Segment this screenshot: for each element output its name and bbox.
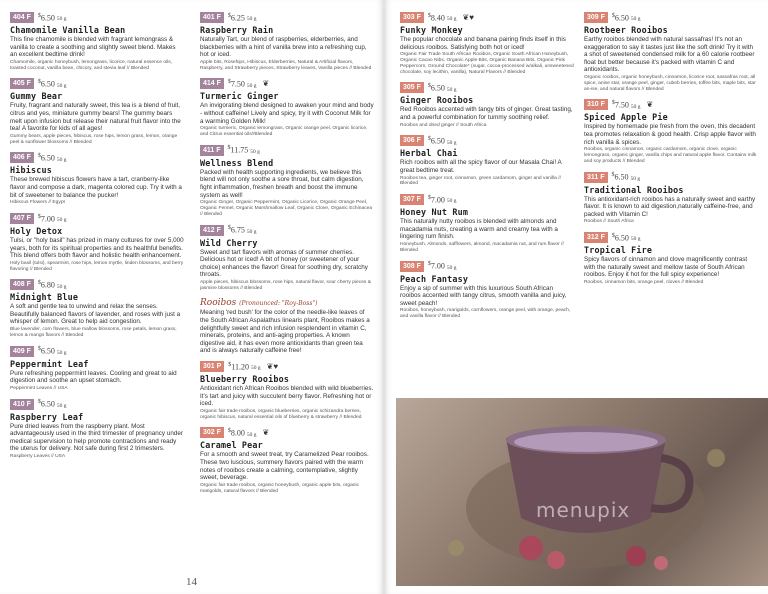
price-row [200, 225, 374, 236]
price-row [10, 213, 184, 224]
item-name: Caramel Pear [200, 440, 263, 451]
item-description: Fruity, fragrant and naturally sweet, this tea is a blend of fruit, citrus and yes, miniature gummy bears! The gummy bears melt upon infusion but release their natural fruit flavor into the tea! A favorite for kids of all ages! [10, 102, 181, 133]
item-code-badge: 401 F [200, 12, 224, 23]
item-code-badge: 309 F [584, 12, 608, 23]
item-ingredients: Organic Fair Trade South African Rooibos, Organic South African Honeybush, Organic Cacao Nibs, Organic Apple Bits, Organic Banana Bits, Organic Pink Peppercorn, Ground Chocolate* (sugar, cocoa-processed w/alkali, unsweetened chocolate, soy lecithin, vanilla), Natural Flavors // Blended [400, 52, 574, 75]
item-ingredients: Rooibos tea, ginger root, cinnamon, green cardamom, ginger and vanilla // Blended [400, 175, 561, 187]
item-description: Spicy flavors of cinnamon and clove magnificently contrast with the naturally sweet and mellow taste of South African rooibos. Enjoy it hot for the full spicy experience! [584, 256, 748, 279]
item-ingredients: Holy basil (tulsi), spearmint, rose hips, lemon myrtle, linden blossoms, and berry flavoring // Blended [10, 260, 184, 272]
price-unit: 50 g [246, 82, 257, 89]
price-row [200, 12, 374, 23]
item-ingredients: Honeybush, Almonds, safflowers, almond, macadamia nut, and rum flavor // Blended [400, 241, 564, 253]
tea-item [200, 145, 374, 218]
item-price: $6.80 50 g [37, 279, 67, 290]
item-code-badge: 312 F [584, 232, 608, 243]
tea-item [584, 12, 758, 92]
price-unit: 50 g [446, 16, 457, 23]
item-price: $6.50 50 g [611, 172, 641, 182]
price-value: 8.40 [430, 13, 445, 23]
item-code-badge: 310 F [584, 99, 608, 110]
price-row [400, 82, 574, 93]
price-value: 11.20 [231, 362, 249, 372]
price-unit: 50 g [630, 16, 641, 23]
item-code-badge: 305 F [400, 82, 424, 93]
price-unit: 50 g [630, 103, 641, 110]
price-unit: 50 g [446, 139, 457, 146]
item-description: Sweet and tart flavors with aromas of summer cherries. Delicious hot or iced! A bit of honey (or sweetener of your choice) enhances the flavor! Great for soothing dry, scratchy throats. [200, 248, 368, 279]
item-code-badge: 303 F [400, 12, 424, 23]
item-name: Turmeric Ginger [200, 91, 279, 102]
price-row [584, 99, 758, 110]
item-ingredients: Peppermint Leaves // USA [10, 385, 68, 391]
item-description: Inspired by homemade pie fresh from the oven, this decadent tea promotes relaxation & good health. Crisp apple flavor with rich vanilla & spices. [584, 123, 756, 146]
price-value: 6.50 [614, 172, 629, 182]
item-price: $6.50 50 g [37, 346, 67, 356]
organic-icon: ❦ [646, 100, 654, 110]
price-unit: 50 g [56, 16, 67, 23]
item-price: $7.00 50 g [37, 213, 67, 224]
tea-item [584, 172, 758, 226]
rooibos-description: Meaning 'red bush' for the color of the needle-like leaves of the South African Aspalathus linearis plant, Rooibos makes a delightfully sweet and rich infusion resplendent in vitamin C, minerals, proteins, and anti-aging properties. A known digestive aid, it has even more antioxidants than green tea and is always naturally caffeine free! [200, 309, 370, 355]
organic-icon: ❦ [262, 428, 270, 438]
price-unit: 50 g [630, 236, 641, 243]
rooibos-title [200, 298, 374, 308]
price-unit: 50 g [446, 198, 457, 205]
price-unit: 50 g [56, 402, 67, 409]
price-unit: 50 g [56, 283, 67, 290]
item-name: Wild Cherry [200, 237, 258, 248]
item-description: Packed with health supporting ingredients, we believe this blend will not only soothe a sore throat, but calm digestion, fight inflammation, freshen breath and boost the immune system as well! [200, 168, 364, 199]
price-unit: 50 g [56, 350, 67, 356]
item-description: Naturally Tart, our blend of raspberries, elderberries, and blackberries with a hint of vanilla brew into a refreshing cup, hot or iced. [200, 36, 367, 59]
item-name: Tropical Fire [584, 245, 653, 256]
item-code-badge: 411 F [200, 145, 224, 156]
item-description: Rich rooibos with all the spicy flavor of our Masala Chai! A great bedtime treat. [400, 159, 562, 174]
page-number-left: 14 [186, 576, 197, 588]
tea-item [10, 12, 184, 71]
price-unit: 50 g [446, 86, 457, 93]
price-value: 11.75 [230, 146, 249, 156]
price-unit: 50 g [56, 82, 67, 89]
organic-icon: ❦ [262, 79, 270, 89]
price-row [10, 346, 184, 357]
item-name: Honey Nut Rum [400, 207, 469, 218]
item-ingredients: Rooibos, honeybush, marigolds, cornflowers, orange peel, with orange, peach, and vanilla flavor // Blended [400, 308, 571, 320]
item-price: $11.20 50 g [228, 361, 261, 372]
tea-item [400, 135, 574, 187]
item-ingredients: Rooibos, cinnamon bits, orange peel, cloves // Blended [584, 279, 704, 285]
item-description: This antioxidant-rich rooibos has a naturally sweet and earthy flavor. It is known to aid digestion,naturally caffeine-free, and packed with Vitamin C! [584, 195, 756, 218]
item-description: The popular chocolate and banana pairing finds itself in this delicious rooibos. Satisfying both hot or iced! [400, 36, 566, 51]
item-price: $7.00 50 g [427, 261, 457, 271]
price-value: 6.50 [40, 13, 55, 23]
item-description: Pure refreshing peppermint leaves. Cooling and great to aid digestion and soothe an upset stomach. [10, 369, 177, 385]
rooibos-items-left [200, 361, 374, 494]
organic-icon: ❦♥ [462, 13, 474, 22]
item-ingredients: Gummy bears, apple pieces, hibiscus, rose hips, lemon grass, lemon, orange peel & sunflower blossoms // Blended [10, 133, 178, 145]
price-row [200, 361, 374, 372]
item-name: Blueberry Rooibos [200, 374, 290, 385]
item-price: $8.00 50 g [227, 428, 257, 438]
item-code-badge: 407 F [10, 213, 34, 224]
price-row [200, 145, 374, 156]
menu-column-1 [10, 12, 184, 467]
item-price: $6.50 50 g [611, 232, 641, 243]
price-unit: 50 g [250, 149, 260, 156]
item-code-badge: 308 F [400, 261, 424, 272]
menu-column-4 [584, 12, 758, 293]
item-price: $6.50 50 g [37, 12, 67, 23]
item-price: $6.25 50 g [227, 12, 257, 23]
price-unit: 50 g [251, 365, 261, 372]
tea-item [10, 279, 184, 338]
tea-item [10, 346, 184, 392]
item-name: Chamomile Vanilla Bean [10, 25, 126, 35]
item-name: Holy Detox [10, 225, 63, 236]
item-ingredients: Hibiscus Flowers // Egypt [10, 200, 65, 206]
tea-item [400, 12, 574, 75]
price-row [10, 279, 184, 290]
item-code-badge: 408 F [10, 279, 34, 290]
price-value: 7.50 [614, 100, 629, 110]
rooibos-pronunciation: (Pronounced: "Roy-Boss") [239, 300, 318, 308]
item-price: $6.50 50 g [37, 79, 67, 89]
price-row [584, 232, 758, 243]
price-row [200, 78, 374, 89]
price-unit: 50 g [630, 175, 641, 182]
item-description: Pure dried leaves from the raspberry plant. Most advantageously used in the third trimester of pregnancy under medical supervision to help promote contractions and ready the uterus for delivery. Not safe during first 2 trimesters. [10, 422, 183, 453]
price-row [10, 12, 184, 23]
item-name: Herbal Chai [400, 148, 458, 159]
menu-column-3 [400, 12, 574, 327]
price-row [400, 194, 574, 205]
item-name: Rootbeer Rooibos [584, 25, 668, 35]
tea-item [200, 12, 374, 71]
item-description: Tulsi, or "holy basil" has prized in many cultures for over 5,000 years, both for its spiritual properties and its healthful benefits. This blend offers both flavor and holistic health enhancement. [10, 236, 184, 260]
price-row [10, 399, 184, 410]
item-price: $6.50 50 g [427, 83, 457, 93]
item-description: Red Rooibos accented with tangy bits of ginger. Great tasting, and a powerful combination for tummy soothing relief. [400, 106, 573, 121]
item-code-badge: 410 F [10, 399, 34, 410]
price-unit: 50 g [56, 156, 67, 163]
item-ingredients: Organic fair trade rooibos, organic honeybush, organic apple bits, organic marigolds, natural flavors // Blended [200, 482, 360, 494]
item-description: For a smooth and sweet treat, try Caramelized Pear rooibos. These two luscious, summery flavors paired with the warm notes of rooibos create a calming, contemplative, slightly sweet, beverage. [200, 451, 369, 482]
item-code-badge: 311 F [584, 172, 608, 183]
tea-item [200, 78, 374, 137]
price-row [10, 78, 184, 89]
rooibos-title-text: Rooibos [200, 298, 237, 309]
rooibos-section-header [200, 298, 374, 355]
price-value: 6.75 [230, 225, 245, 235]
item-price: $8.40 50 g [427, 12, 457, 23]
price-value: 7.00 [40, 214, 55, 224]
item-description: This naturally nutty rooibos is blended with almonds and macadamia nuts, creating a warm and creamy tea with a lingering rum finish. [400, 218, 558, 241]
item-description: These brewed hibiscus flowers have a tart, cranberry-like flavor and compose a dark, magenta colored cup. Try it with a bit of sweetener to balance the pucker! [10, 176, 182, 199]
tea-item [200, 225, 374, 292]
price-value: 6.25 [230, 13, 245, 23]
item-code-badge: 406 F [10, 152, 34, 163]
tea-item [400, 82, 574, 128]
item-ingredients: Apple bits, Rosehips, Hibiscus, Elderberries, Natural & Artificial flavors, Raspberry, and Strawberry pieces, Strawberry leaves, Vanilla pieces // Blended [200, 59, 372, 71]
item-ingredients: Apple pieces, hibiscus blossoms, rose hips, natural flavor, sour cherry pieces & jasmine blossoms // Blended [200, 279, 371, 291]
item-description: This fine chamomile is blended with fragrant lemongrass & vanilla to create a soothing and slightly sweet blend. Makes an excellent bedtime drink! [10, 36, 176, 59]
item-price: $6.50 50 g [427, 136, 457, 146]
price-value: 6.50 [40, 79, 55, 89]
organic-icon: ❦♥ [266, 362, 279, 372]
item-code-badge: 404 F [10, 12, 34, 23]
tea-item [200, 361, 374, 420]
item-name: Peppermint Leaf [10, 358, 89, 369]
item-name: Traditional Rooibos [584, 184, 684, 195]
price-value: 6.50 [430, 83, 445, 93]
item-ingredients: Organic turmeric, Organic lemongrass, Organic orange peel, Organic licorice, and Citrus essential oils//Blended [200, 126, 368, 137]
tea-photo [396, 398, 768, 586]
item-description: Enjoy a sip of summer with this luxurious South African rooibos accented with tangy citrus, smooth vanilla and juicy, sweet peach! [400, 284, 567, 307]
price-row [400, 12, 574, 23]
price-value: 6.50 [40, 347, 55, 356]
item-description: An invigorating blend designed to awaken your mind and body - without caffeine! Lively and spicy, try it with Coconut Milk for a warming Golden Milk! [200, 102, 374, 125]
item-description: Antioxidant rich African Rooibos blended with wild blueberries. It's tart and juicy with succulent berry flavor. Refreshing hot or iced. [200, 385, 374, 408]
price-row [584, 12, 758, 23]
item-ingredients: Chamomile, organic honeybush, lemongrass, licorice, natural essence oils, toasted coconut, vanilla bean, chicory, and stevia leaf // Blended [10, 59, 173, 71]
item-code-badge: 302 F [200, 427, 224, 438]
item-price: $11.75 50 g [227, 145, 260, 156]
price-unit: 50 g [246, 16, 257, 23]
item-code-badge: 412 F [200, 225, 224, 236]
tea-item [10, 152, 184, 206]
item-code-badge: 414 F [200, 78, 224, 89]
price-row [584, 172, 758, 183]
item-name: Funky Monkey [400, 25, 463, 35]
item-ingredients: Raspberry Leaves // USA [10, 454, 66, 460]
item-price: $6.50 50 g [37, 153, 67, 163]
price-value: 6.50 [614, 233, 629, 243]
tea-cup-illustration [396, 398, 768, 586]
item-name: Wellness Blend [200, 157, 274, 168]
item-name: Raspberry Leaf [10, 411, 84, 422]
price-row [400, 261, 574, 272]
price-value: 7.00 [430, 261, 445, 271]
item-price: $7.50 50 g [611, 100, 641, 110]
item-code-badge: 306 F [400, 135, 424, 146]
price-value: 7.50 [230, 79, 245, 89]
item-description: Earthy rooibos blended with natural sassafras! It's not an exaggeration to say it tastes just like the soft drink! Try it with a shot of sweetened condensed milk for a 60 calorie rootbeer float but better because it's packed with vitamin C and antioxidants. [584, 36, 755, 74]
price-unit: 50 g [56, 217, 67, 224]
item-name: Gummy Bear [10, 91, 63, 102]
price-value: 6.50 [430, 136, 445, 146]
price-row [200, 427, 374, 438]
item-description: A soft and gentle tea to unwind and relax the senses. Beautifully balanced flavors of lavender, and roses with just a whisper of lemon. Great to help aid congestion. [10, 303, 181, 326]
item-name: Peach Fantasy [400, 273, 469, 284]
price-row [10, 152, 184, 163]
item-name: Midnight Blue [10, 292, 79, 303]
price-unit: 50 g [246, 431, 257, 438]
item-ingredients: Rooibos // South Africa [584, 219, 634, 225]
tea-item [584, 99, 758, 164]
price-value: 8.00 [230, 428, 245, 438]
item-name: Hibiscus [10, 165, 52, 176]
price-value: 7.00 [430, 195, 445, 205]
tea-item [400, 194, 574, 253]
tea-item [10, 399, 184, 460]
item-name: Raspberry Rain [200, 25, 274, 35]
item-ingredients: Rooibos, organic cinnamon, organic cardamom, organic clove, organic lemongrass, organic ginger, vanilla chips and natural apple flavor. Contains milk and soy products // Blended [584, 147, 757, 164]
price-value: 6.50 [40, 399, 55, 409]
price-row [400, 135, 574, 146]
price-value: 6.50 [40, 153, 55, 163]
item-ingredients: Blue lavender, corn flowers, blue mallow blossoms, rose petals, lemon grass, lemon & mango flavors // Blended [10, 327, 177, 338]
menu-column-2 [200, 12, 374, 501]
tea-item [10, 78, 184, 145]
item-ingredients: Organic Ginger, Organic Peppermint, Organic Licorice, Organic Orange Peel, Organic Fennel, Organic Marshmallow Leaf, Organic Clove, Organic Echinacea // Blended [200, 200, 373, 217]
item-price: $6.50 50 g [37, 399, 67, 409]
tea-item [200, 427, 374, 494]
price-unit: 50 g [246, 228, 257, 235]
tea-item [400, 261, 574, 320]
item-code-badge: 405 F [10, 78, 34, 89]
item-code-badge: 409 F [10, 346, 34, 357]
price-value: 6.80 [40, 280, 55, 290]
item-name: Ginger Rooibos [400, 95, 474, 106]
watermark: menupix [536, 498, 631, 522]
item-ingredients: Rooibos and dried ginger // South Africa [400, 122, 487, 128]
price-unit: 50 g [446, 264, 457, 271]
herbal-items [200, 12, 374, 291]
item-code-badge: 307 F [400, 194, 424, 205]
item-price: $6.50 50 g [611, 12, 641, 23]
item-name: Spiced Apple Pie [584, 112, 668, 123]
tea-item [584, 232, 758, 286]
item-ingredients: Organic fair trade rooibos, organic blueberries, organic schizandra berries, organic hibiscus, natural essential oils of blueberry & strawberry // Blended [200, 408, 362, 420]
item-code-badge: 301 P [200, 361, 224, 372]
item-price: $7.00 50 g [427, 194, 457, 205]
tea-item [10, 213, 184, 272]
item-ingredients: Organic rooibos, organic honeybush, cinnamon, licorice root, sassafras root, all spice, anise star, orange peel, ginger, cubeb berries, toffee bits, maple bits, star an-ise, and natural flavors // Blended [584, 74, 756, 92]
item-price: $7.50 50 g [227, 79, 257, 89]
item-price: $6.75 50 g [227, 225, 257, 235]
price-value: 6.50 [614, 13, 629, 23]
